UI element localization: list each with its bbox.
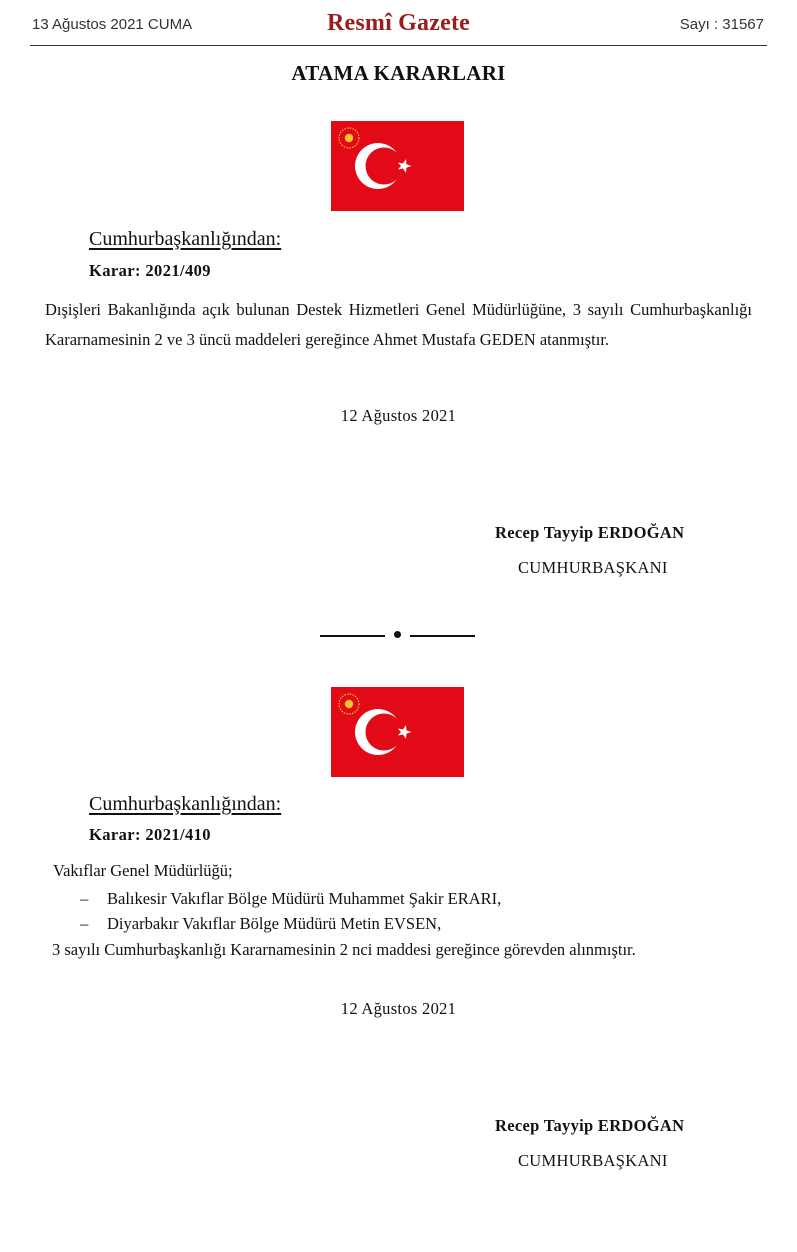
header-date: 13 Ağustos 2021 CUMA: [32, 16, 193, 33]
signer-name: Recep Tayyip ERDOĞAN: [495, 523, 685, 542]
signer-title: CUMHURBAŞKANI: [518, 558, 668, 577]
list-dash: –: [80, 914, 89, 933]
section-separator: [320, 627, 475, 641]
decision-closing: 3 sayılı Cumhurbaşkanlığı Kararnamesinin 2 nci maddesi gereğince görevden alınmıştır.: [52, 940, 636, 959]
turkish-flag-emblem: [331, 687, 464, 777]
masthead-title: Resmî Gazete: [326, 10, 470, 36]
signer-title: CUMHURBAŞKANI: [518, 1151, 668, 1170]
list-dash: –: [80, 889, 89, 908]
header-rule: [30, 45, 767, 46]
separator-dot: [394, 631, 401, 638]
decision-number: Karar: 2021/409: [89, 261, 211, 280]
decision-date: 12 Ağustos 2021: [340, 406, 457, 425]
turkish-flag-emblem: [331, 121, 464, 211]
signer-name: Recep Tayyip ERDOĞAN: [495, 1116, 685, 1135]
list-item: Diyarbakır Vakıflar Bölge Müdürü Metin EVSEN,: [107, 914, 442, 933]
decision-body: Dışişleri Bakanlığında açık bulunan Destek Hizmetleri Genel Müdürlüğüne, 3 sayılı Cumhurbaşkanlığı Kararnamesinin 2 ve 3 üncü maddeleri gereğince Ahmet Mustafa GEDEN atanmıştır.: [45, 300, 752, 349]
authority-heading: Cumhurbaşkanlığından:: [89, 228, 282, 250]
page-title: ATAMA KARARLARI: [291, 61, 506, 85]
decision-intro: Vakıflar Genel Müdürlüğü;: [53, 861, 233, 880]
authority-heading: Cumhurbaşkanlığından:: [89, 793, 282, 815]
list-item: Balıkesir Vakıflar Bölge Müdürü Muhammet Şakir ERARI,: [107, 889, 502, 908]
header-issue-number: Sayı : 31567: [679, 16, 764, 33]
decision-date: 12 Ağustos 2021: [340, 999, 457, 1018]
decision-number: Karar: 2021/410: [89, 825, 211, 844]
